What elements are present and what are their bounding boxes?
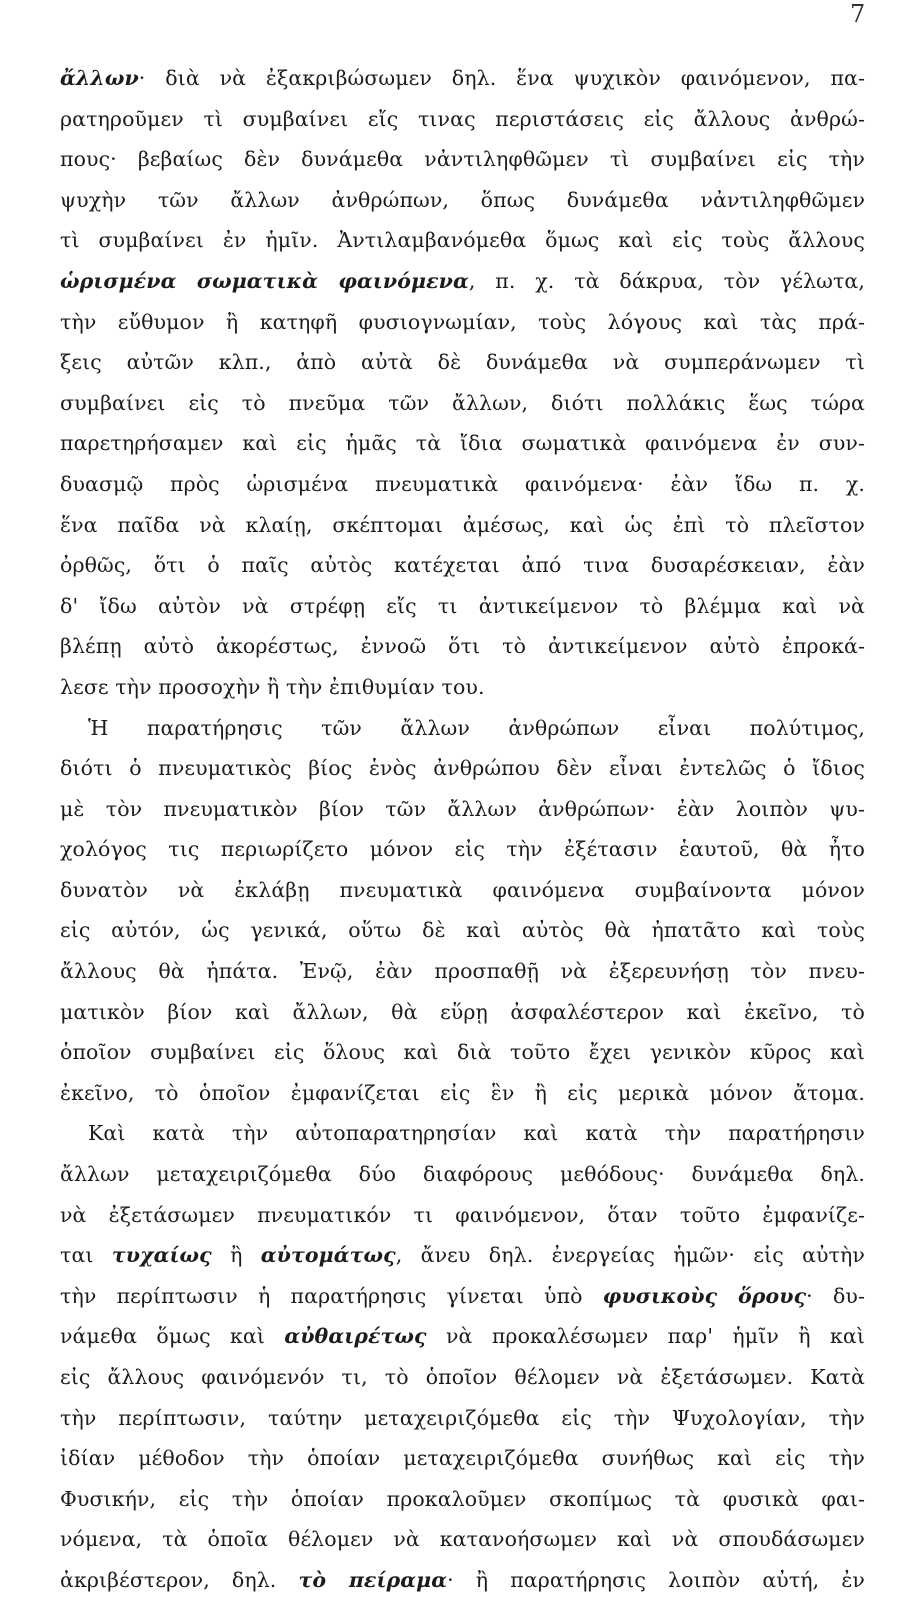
text-line	[60, 342, 865, 383]
text-segment: δ' ἴδω αὐτὸν νὰ στρέφῃ εἴς τι ἀντικείμενον τὸ βλέμμα καὶ νὰ	[60, 593, 865, 618]
text-segment: δυνατὸν νὰ ἐκλάβῃ πνευματικὰ φαινόμενα συμβαίνοντα μόνον	[60, 877, 865, 902]
emphasis-text: τυχαίως	[111, 1243, 212, 1268]
text-segment: · ἢ παρατήρησις λοιπὸν αὐτή, ἐν	[447, 1567, 865, 1592]
text-segment: λεσε τὴν προσοχὴν ἢ τὴν ἐπιθυμίαν του.	[60, 674, 485, 699]
text-segment: ἢ	[211, 1243, 261, 1268]
text-line	[60, 870, 865, 911]
text-line	[60, 829, 865, 870]
text-line	[60, 423, 865, 464]
text-segment: συμβαίνει εἰς τὸ πνεῦμα τῶν ἄλλων, διότι πολλάκις ἕως τώρα	[60, 390, 865, 415]
text-segment: ὀρθῶς, ὅτι ὁ παῖς αὐτὸς κατέχεται ἀπό τινα δυσαρέσκειαν, ἐὰν	[60, 553, 865, 578]
text-segment: νὰ προκαλέσωμεν παρ' ἡμῖν ἢ καὶ	[426, 1324, 865, 1349]
text-segment: παρετηρήσαμεν καὶ εἰς ἡμᾶς τὰ ἴδια σωματικὰ φαινόμενα ἐν συν-	[60, 431, 865, 456]
text-segment: ἐκεῖνο, τὸ ὁποῖον ἐμφανίζεται εἰς ἓν ἢ εἰς μερικὰ μόνον ἄτομα.	[60, 1080, 865, 1105]
text-line	[60, 951, 865, 992]
text-line	[60, 99, 865, 140]
text-segment: βλέπῃ αὐτὸ ἀκορέστως, ἐννοῶ ὅτι τὸ ἀντικείμενον αὐτὸ ἐπροκά-	[60, 634, 865, 659]
emphasis-text: ὡρισμένα σωματικὰ φαινόμενα	[60, 268, 469, 293]
text-segment: τὴν περίπτωσιν, ταύτην μεταχειριζόμεθα εἰς τὴν Ψυχολογίαν, τὴν	[60, 1405, 865, 1430]
text-segment: τὴν περίπτωσιν ἡ παρατήρησις γίνεται ὑπὸ	[60, 1283, 603, 1308]
text-line	[60, 180, 865, 221]
text-segment: ἕνα παῖδα νὰ κλαίῃ, σκέπτομαι ἀμέσως, καὶ ὡς ἐπὶ τὸ πλεῖστον	[60, 512, 865, 537]
text-line	[60, 1073, 865, 1114]
text-line	[60, 464, 865, 505]
text-line	[60, 1438, 865, 1479]
text-line	[60, 748, 865, 789]
text-line	[60, 1032, 865, 1073]
text-line	[60, 261, 865, 302]
text-segment: · δυ-	[806, 1283, 865, 1308]
text-segment: εἰς ἄλλους φαινόμενόν τι, τὸ ὁποῖον θέλομεν νὰ ἐξετάσωμεν. Κατὰ	[60, 1365, 865, 1389]
text-line	[60, 1398, 865, 1439]
text-line	[60, 1195, 865, 1236]
text-segment: διότι ὁ πνευματικὸς βίος ἑνὸς ἀνθρώπου δὲν εἶναι ἐντελῶς ὁ ἴδιος	[60, 756, 865, 781]
text-line	[60, 586, 865, 627]
text-segment: · διὰ νὰ ἐξακριβώσωμεν δηλ. ἕνα ψυχικὸν φαινόμενον, πα-	[138, 66, 865, 90]
text-line	[60, 992, 865, 1033]
text-line	[60, 1113, 865, 1154]
text-segment: ἄλλους θὰ ἠπάτα. Ἐνῷ, ἐὰν προσπαθῇ νὰ ἐξερευνήσῃ τὸν πνευ-	[60, 959, 865, 984]
text-line	[60, 1519, 865, 1560]
emphasis-text: τὸ πείραμα	[298, 1567, 448, 1592]
emphasis-text: αὐθαιρέτως	[284, 1324, 427, 1349]
text-line	[60, 910, 865, 951]
text-segment: Φυσικήν, εἰς τὴν ὁποίαν προκαλοῦμεν σκοπίμως τὰ φυσικὰ φαι-	[60, 1486, 865, 1511]
text-line	[60, 220, 865, 261]
text-line	[60, 667, 865, 708]
emphasis-text: ἄλλων	[60, 66, 139, 90]
text-line	[60, 545, 865, 586]
text-line	[60, 1560, 865, 1601]
text-segment: μὲ τὸν πνευματικὸν βίον τῶν ἄλλων ἀνθρώπων· ἐὰν λοιπὸν ψυ-	[60, 796, 865, 821]
text-segment: δυασμῷ πρὸς ὡρισμένα πνευματικὰ φαινόμενα· ἐὰν ἴδω π. χ.	[60, 471, 865, 496]
text-segment: πους· βεβαίως δὲν δυνάμεθα νἀντιληφθῶμεν τὶ συμβαίνει εἰς τὴν	[60, 147, 865, 172]
body-text	[60, 58, 865, 1601]
text-segment: , π. χ. τὰ δάκρυα, τὸν γέλωτα,	[468, 268, 865, 293]
text-line	[60, 139, 865, 180]
text-segment: ματικὸν βίον καὶ ἄλλων, θὰ εὕρῃ ἀσφαλέστερον καὶ ἐκεῖνο, τὸ	[60, 999, 865, 1024]
text-line	[60, 1276, 865, 1317]
text-segment: ξεις αὐτῶν κλπ., ἀπὸ αὐτὰ δὲ δυνάμεθα νὰ συμπεράνωμεν τὶ	[60, 350, 865, 375]
text-segment: ρατηροῦμεν τὶ συμβαίνει εἴς τινας περιστάσεις εἰς ἄλλους ἀνθρώ-	[60, 106, 865, 131]
text-segment: εἰς αὐτόν, ὡς γενικά, οὕτω δὲ καὶ αὐτὸς θὰ ἠπατᾶτο καὶ τοὺς	[60, 918, 865, 943]
page-number: 7	[850, 0, 866, 28]
text-segment: ψυχὴν τῶν ἄλλων ἀνθρώπων, ὅπως δυνάμεθα νἀντιληφθῶμεν	[60, 187, 865, 212]
text-line	[60, 505, 865, 546]
text-segment: ἄλλων μεταχειριζόμεθα δύο διαφόρους μεθόδους· δυνάμεθα δηλ.	[60, 1162, 865, 1187]
text-segment: Ἡ παρατήρησις τῶν ἄλλων ἀνθρώπων εἶναι πολύτιμος,	[88, 715, 865, 740]
text-line	[60, 708, 865, 749]
text-line	[60, 383, 865, 424]
emphasis-text: αὐτομάτως	[260, 1243, 396, 1268]
text-segment: τὶ συμβαίνει ἐν ἡμῖν. Ἀντιλαμβανόμεθα ὅμως καὶ εἰς τοὺς ἄλλους	[60, 228, 865, 253]
text-line	[60, 1357, 865, 1398]
text-segment: χολόγος τις περιωρίζετο μόνον εἰς τὴν ἐξέτασιν ἑαυτοῦ, θὰ ἦτο	[60, 837, 865, 862]
text-segment: νὰ ἐξετάσωμεν πνευματικόν τι φαινόμενον, ὅταν τοῦτο ἐμφανίζε-	[60, 1202, 865, 1227]
text-line	[60, 58, 865, 99]
text-line	[60, 1235, 865, 1276]
text-segment: νόμενα, τὰ ὁποῖα θέλομεν νὰ κατανοήσωμεν καὶ νὰ σπουδάσωμεν	[60, 1527, 865, 1552]
text-line	[60, 1316, 865, 1357]
text-line	[60, 789, 865, 830]
text-segment: ὁποῖον συμβαίνει εἰς ὅλους καὶ διὰ τοῦτο ἔχει γενικὸν κῦρος καὶ	[60, 1040, 865, 1065]
text-segment: ἰδίαν μέθοδον τὴν ὁποίαν μεταχειριζόμεθα συνήθως καὶ εἰς τὴν	[60, 1446, 865, 1471]
text-segment: Καὶ κατὰ τὴν αὐτοπαρατηρησίαν καὶ κατὰ τὴν παρατήρησιν	[88, 1121, 865, 1146]
text-segment: τὴν εὔθυμον ἢ κατηφῆ φυσιογνωμίαν, τοὺς λόγους καὶ τὰς πρά-	[60, 309, 865, 334]
text-line	[60, 1479, 865, 1520]
text-line	[60, 1154, 865, 1195]
text-segment: νάμεθα ὅμως καὶ	[60, 1324, 285, 1349]
text-line	[60, 302, 865, 343]
text-line	[60, 626, 865, 667]
text-segment: ἀκριβέστερον, δηλ.	[60, 1567, 299, 1592]
emphasis-text: φυσικοὺς ὅρους	[602, 1283, 807, 1308]
text-segment: , ἄνευ δηλ. ἐνεργείας ἡμῶν· εἰς αὐτὴν	[395, 1243, 865, 1268]
text-segment: ται	[60, 1243, 112, 1268]
